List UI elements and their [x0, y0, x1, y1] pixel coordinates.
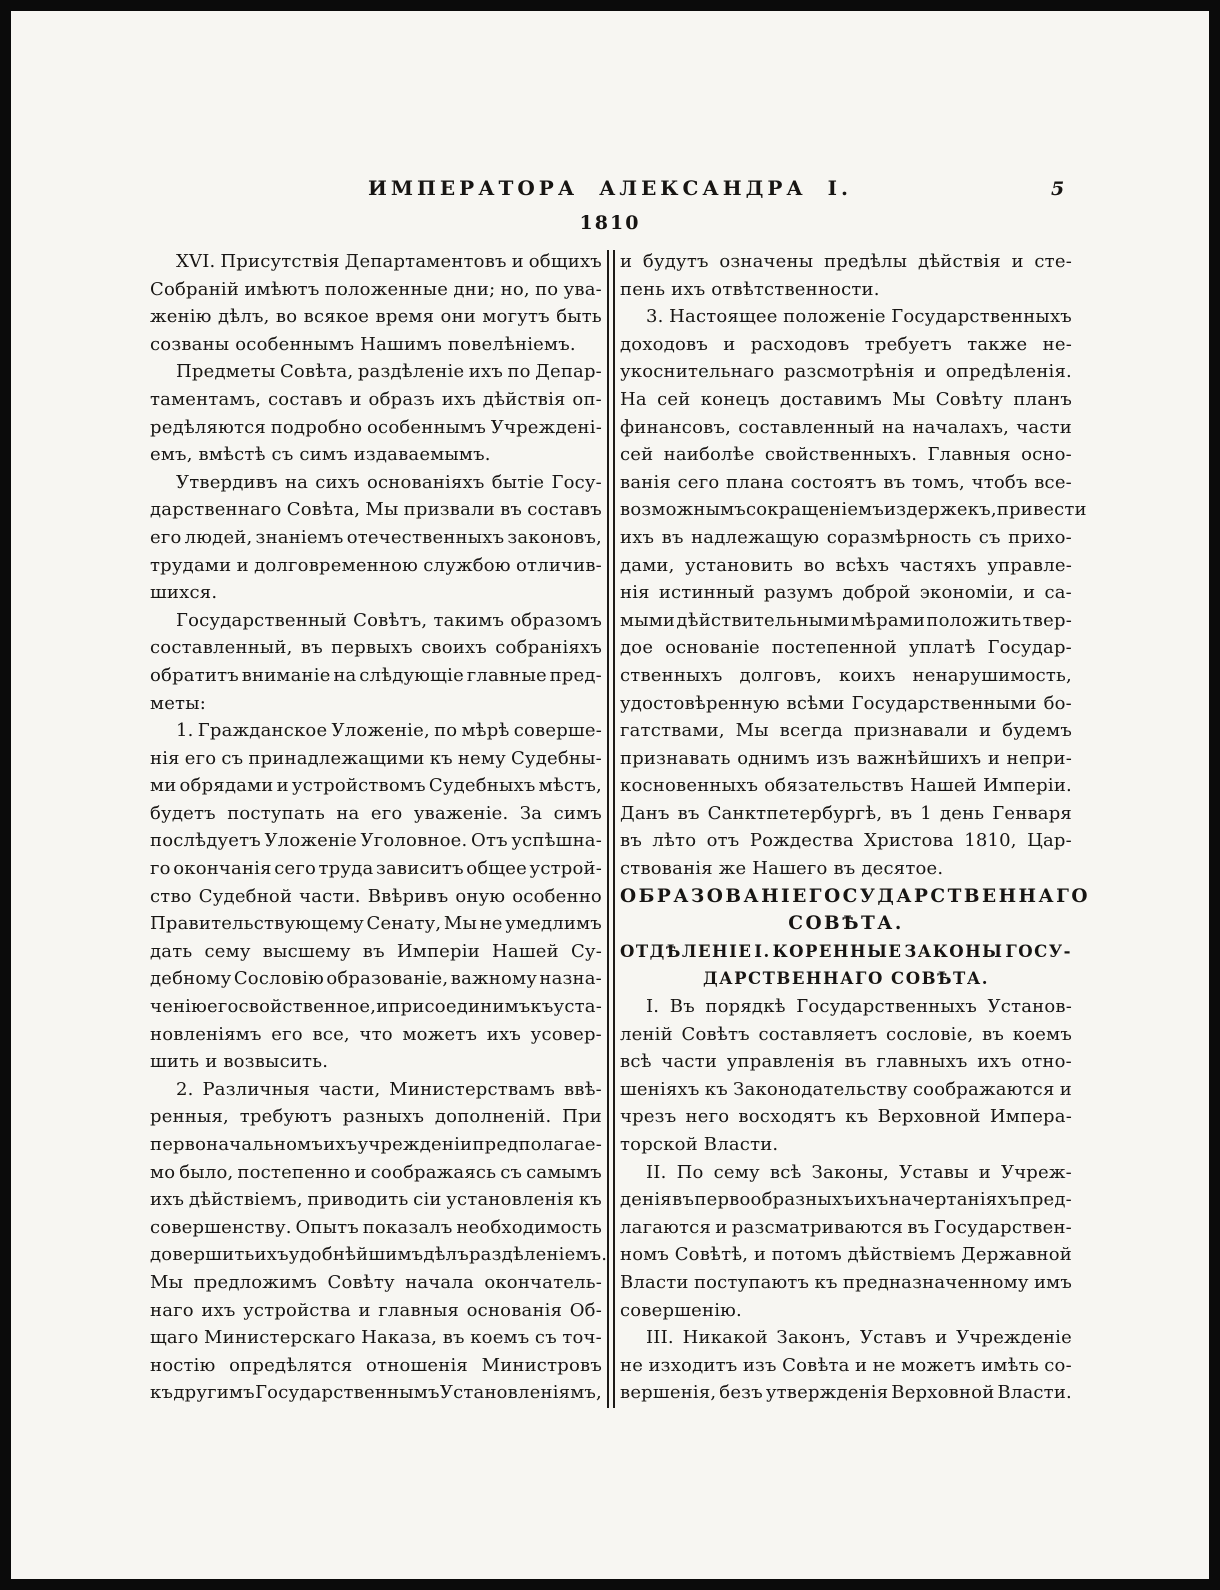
text-line: ченію его свойственное, и присоединимъ къ уста- — [150, 996, 602, 1018]
section-heading — [620, 938, 1072, 993]
text-line: мо было, постепенно и соображаясь съ самымъ — [150, 1161, 602, 1183]
text-line: пень ихъ отвѣтственности. — [620, 278, 880, 300]
text-line: Власти поступаютъ къ предназначенному имъ — [620, 1271, 1072, 1293]
text-line: леній Совѣтъ составляетъ сословіе, въ коемъ — [620, 1023, 1072, 1045]
text-line: къ другимъ Государственнымъ Установленіямъ, — [150, 1382, 602, 1404]
text-line: гатствами, Мы всегда признавали и будемъ — [620, 720, 1072, 742]
text-line: нія истинный разумъ доброй экономіи, и са- — [620, 582, 1072, 604]
paragraph — [150, 358, 602, 468]
text-line: Собраній имѣютъ положенные дни; но, по ува- — [150, 278, 602, 300]
text-line: въ лѣто отъ Рождества Христова 1810, Цар- — [620, 830, 1072, 852]
text-line: вершенія, безъ утвержденія Верховной Власти. — [620, 1382, 1072, 1404]
text-line: доходовъ и расходовъ требуетъ также не- — [620, 333, 1072, 355]
text-line: ностію опредѣлятся отношенія Министровъ — [150, 1354, 602, 1376]
text-line: Правительствующему Сенату, Мы не умедлимъ — [150, 913, 602, 935]
text-line: II. По сему всѣ Законы, Уставы и Учреж- — [646, 1161, 1072, 1183]
text-line: номъ Совѣтѣ, и потомъ дѣйствіемъ Державной — [620, 1244, 1072, 1266]
text-line: СОВѢТА. — [788, 913, 904, 935]
text-line: меты: — [150, 692, 207, 714]
text-line: всѣ части управленія въ главныхъ ихъ отно- — [620, 1051, 1072, 1073]
text-line: денія въ первообразныхъ ихъ начертаніяхъ пред- — [620, 1189, 1072, 1211]
text-line: дебному Сословію образованіе, важному назна- — [150, 968, 602, 990]
text-line: совершенію. — [620, 1299, 742, 1321]
text-line: нія его съ принадлежащими къ нему Судебны- — [150, 747, 602, 769]
text-line: Государственный Совѣтъ, такимъ образомъ — [176, 609, 602, 631]
text-line: ствованія же Нашего въ десятое. — [620, 858, 944, 880]
year-heading: 1810 — [579, 212, 641, 234]
text-line: таментамъ, составъ и образъ ихъ дѣйствія оп- — [150, 388, 602, 410]
text-line: торской Власти. — [620, 1134, 779, 1155]
paragraph — [150, 469, 602, 607]
text-line: 2. Различныя части, Министерствамъ ввѣ- — [176, 1078, 602, 1100]
text-line: и будутъ означены предѣлы дѣйствія и сте- — [620, 251, 1072, 272]
text-line: I. Въ порядкѣ Государственныхъ Установ- — [646, 996, 1072, 1018]
text-line: его людей, знаніемъ отечественныхъ законовъ, — [150, 526, 602, 548]
left-column — [150, 248, 608, 1408]
text-line: трудами и долговременною службою отличив- — [150, 554, 602, 576]
text-line: финансовъ, составленный на началахъ, части — [620, 416, 1072, 438]
text-line: лагаются и разсматриваются въ Государствен- — [620, 1216, 1072, 1238]
text-line: первоначальномъ ихъ учрежденіи предполагае- — [150, 1134, 602, 1155]
text-line: ренныя, требуютъ разныхъ дополненій. При — [150, 1106, 602, 1128]
text-line: будетъ поступать на его уваженіе. За симъ — [150, 802, 602, 824]
text-line: дое основаніе постепенной уплатѣ Государ- — [620, 637, 1072, 659]
text-line: 3. Настоящее положеніе Государственныхъ — [646, 306, 1072, 328]
column-divider-rule — [607, 250, 615, 1408]
text-line: возможнымъ сокращеніемъ издержекъ, привести — [620, 499, 1087, 521]
text-line: ихъ въ надлежащую соразмѣрность съ прихо- — [620, 526, 1072, 548]
text-line: ОТДѢЛЕНІЕ I. КОРЕННЫЕ ЗАКОНЫ ГОСУ- — [620, 941, 1072, 961]
text-line: шить и возвысить. — [150, 1051, 329, 1073]
page-number: 5 — [1051, 178, 1065, 200]
text-line: Данъ въ Санктпетербургѣ, въ 1 день Генваря — [620, 802, 1072, 824]
text-line: III. Никакой Законъ, Уставъ и Учрежденіе — [646, 1327, 1072, 1349]
text-line: ДАРСТВЕННАГО СОВѢТА. — [702, 969, 990, 989]
text-line: 1. Гражданское Уложеніе, по мѣрѣ соверше- — [176, 720, 602, 742]
text-line: емъ, вмѣстѣ съ симъ издаваемымъ. — [150, 444, 491, 466]
paragraph — [150, 607, 602, 717]
text-line: Мы предложимъ Совѣту начала окончатель- — [150, 1271, 602, 1293]
text-line: дать сему высшему въ Имперіи Нашей Су- — [150, 940, 602, 962]
text-line: составленный, въ первыхъ своихъ собраніяхъ — [150, 637, 602, 659]
paragraph — [620, 993, 1072, 1159]
text-line: послѣдуетъ Уложеніе Уголовное. Отъ успѣшна- — [150, 830, 602, 852]
text-line: мыми дѣйствительными мѣрами положить твер- — [620, 609, 1072, 631]
text-line: признавать однимъ изъ важнѣйшихъ и непри- — [620, 747, 1072, 769]
text-line: дарственнаго Совѣта, Мы призвали въ составъ — [150, 499, 602, 521]
text-line: не изходитъ изъ Совѣта и не можетъ имѣть со- — [620, 1354, 1072, 1376]
section-heading — [620, 883, 1090, 938]
text-line: сей наиболѣе свойственныхъ. Главныя осно- — [620, 444, 1072, 466]
document-page — [11, 11, 1209, 1579]
text-line: косновенныхъ обязательствъ Нашей Имперіи. — [620, 775, 1072, 797]
text-line: новленіямъ его все, что можетъ ихъ усовер- — [150, 1023, 602, 1045]
text-line: ОБРАЗОВАНІЕ ГОСУДАРСТВЕННАГО — [620, 885, 1090, 907]
text-line: Утвердивъ на сихъ основаніяхъ бытіе Госу- — [176, 471, 602, 493]
text-line: ихъ дѣйствіемъ, приводить сіи установленія къ — [150, 1189, 602, 1211]
text-line: обратитъ вниманіе на слѣдующіе главные пред- — [150, 664, 602, 686]
text-line: укоснительнаго разсмотрѣнія и опредѣленія. — [620, 361, 1072, 383]
text-line: совершенству. Опытъ показалъ необходимость — [150, 1216, 602, 1238]
text-line: удостовѣренную всѣми Государственными бо- — [620, 692, 1072, 714]
text-line: го окончанія сего труда зависитъ общее устрой- — [150, 858, 602, 880]
paragraph — [150, 248, 602, 358]
text-line: редѣляются подробно особеннымъ Учрежденi- — [150, 416, 602, 438]
text-line: щаго Министерскаго Наказа, въ коемъ съ точ- — [150, 1327, 602, 1349]
paragraph — [620, 303, 1087, 882]
text-columns — [150, 248, 1090, 1408]
text-line: наго ихъ устройства и главныя основанія Об- — [150, 1299, 602, 1321]
text-line: ми обрядами и устройствомъ Судебныхъ мѣстъ, — [150, 775, 602, 797]
text-line: ванія сего плана состоятъ въ томъ, чтобъ все- — [620, 471, 1072, 493]
text-line: дами, установить во всѣхъ частяхъ управле- — [620, 554, 1072, 576]
paragraph — [620, 1159, 1072, 1325]
paragraph — [150, 1076, 608, 1407]
text-line: довершить ихъ удобнѣйшимъ дѣлъ раздѣленіемъ. — [150, 1244, 608, 1266]
text-line: ственныхъ долговъ, коихъ ненарушимость, — [620, 664, 1072, 686]
text-line: шеніяхъ къ Законодательству соображаются и — [620, 1078, 1072, 1100]
text-line: Предметы Совѣта, раздѣленіе ихъ по Депар- — [176, 361, 602, 383]
text-line: XVI. Присутствія Департаментовъ и общихъ — [176, 251, 602, 272]
running-head-title: ИМПЕРАТОРА АЛЕКСАНДРА I. — [368, 176, 852, 200]
paragraph — [620, 248, 1072, 303]
text-line: чрезъ него восходятъ къ Верховной Импера- — [620, 1106, 1072, 1128]
text-line: шихся. — [150, 582, 218, 604]
text-line: женію дѣлъ, во всякое время они могутъ быть — [150, 306, 602, 328]
paragraph — [150, 717, 602, 1076]
text-line: На сей конецъ доставимъ Мы Совѣту планъ — [620, 388, 1072, 410]
text-line: созваны особеннымъ Нашимъ повелѣніемъ. — [150, 333, 576, 355]
right-column — [620, 248, 1090, 1408]
paragraph — [620, 1324, 1072, 1407]
text-line: ство Судебной части. Ввѣривъ оную особенно — [150, 885, 602, 907]
